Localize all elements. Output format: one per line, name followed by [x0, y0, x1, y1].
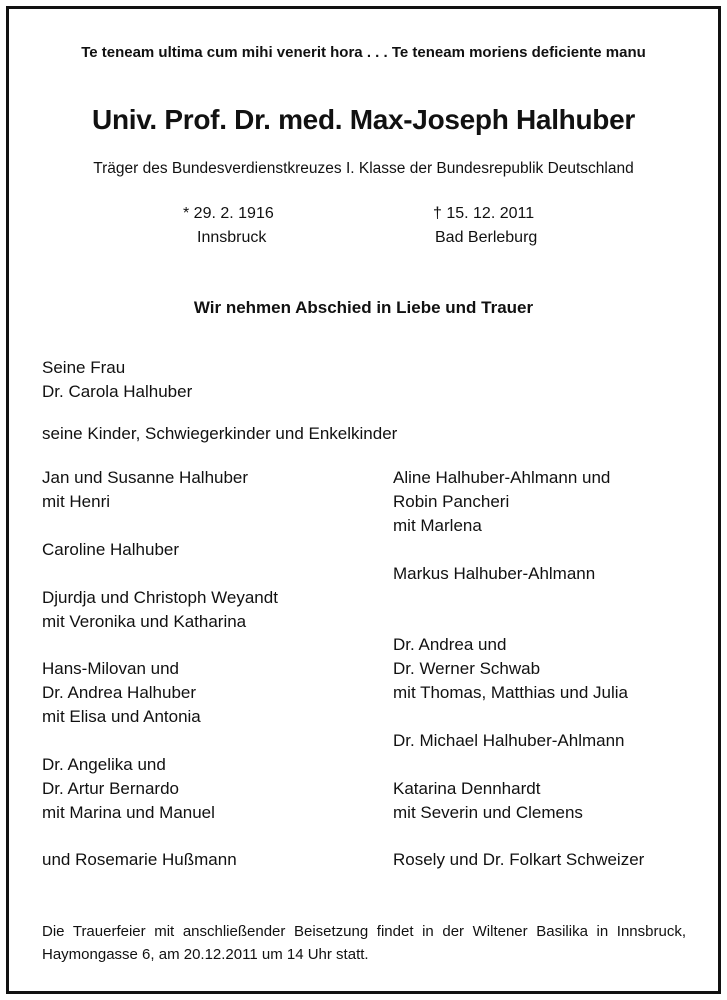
mourner-left: Hans-Milovan und	[42, 659, 180, 678]
mourner-left: Caroline Halhuber	[42, 540, 180, 559]
wife-line-1: Seine Frau	[42, 358, 126, 377]
mourner-right: Aline Halhuber-Ahlmann und	[393, 468, 611, 487]
death-block	[433, 202, 537, 250]
farewell-heading: Wir nehmen Abschied in Liebe und Trauer	[193, 298, 534, 317]
mourner-left: Dr. Artur Bernardo	[42, 779, 180, 798]
border-frame	[6, 6, 721, 994]
mourner-left: Dr. Andrea Halhuber	[42, 683, 197, 702]
mourner-left: Jan und Susanne Halhuber	[42, 468, 249, 487]
latin-motto: Te teneam ultima cum mihi venerit hora . . . Te teneam moriens deficiente manu	[81, 44, 646, 61]
mourner-right: Dr. Michael Halhuber-Ahlmann	[393, 731, 625, 750]
birth-block	[183, 202, 274, 250]
mourner-right: mit Severin und Clemens	[393, 803, 583, 822]
mourner-left: mit Veronika und Katharina	[42, 612, 247, 631]
death-place: Bad Berleburg	[435, 229, 538, 246]
mourner-left: und Rosemarie Hußmann	[42, 850, 237, 869]
birth-date: * 29. 2. 1916	[183, 205, 274, 222]
award-line: Träger des Bundesverdienstkreuzes I. Klasse der Bundesrepublik Deutschland	[93, 160, 634, 177]
birth-place: Innsbruck	[197, 229, 267, 246]
mourner-right: Katarina Dennhardt	[393, 779, 541, 798]
mourner-left: mit Marina und Manuel	[42, 803, 215, 822]
children-heading: seine Kinder, Schwiegerkinder und Enkelkinder	[42, 424, 398, 443]
funeral-notice: Die Trauerfeier mit anschließender Beisetzung findet in der Wiltener Basilika in Innsbruck, Haymongasse 6, am 20.12.2011 um 14 Uhr statt.	[42, 923, 686, 963]
mourner-right: Robin Pancheri	[393, 492, 510, 511]
death-date: † 15. 12. 2011	[433, 205, 535, 222]
mourner-right: Markus Halhuber-Ahlmann	[393, 564, 596, 583]
mourner-right: Rosely und Dr. Folkart Schweizer	[393, 850, 645, 869]
mourner-right: Dr. Andrea und	[393, 635, 507, 654]
wife-line-2: Dr. Carola Halhuber	[42, 382, 193, 401]
mourner-left: Djurdja und Christoph Weyandt	[42, 588, 278, 607]
mourner-right: Dr. Werner Schwab	[393, 659, 541, 678]
mourner-right: mit Thomas, Matthias und Julia	[393, 683, 628, 702]
mourner-left: mit Henri	[42, 492, 111, 511]
mourner-left: Dr. Angelika und	[42, 755, 166, 774]
deceased-name: Univ. Prof. Dr. med. Max-Joseph Halhuber	[92, 104, 635, 135]
mourner-left: mit Elisa und Antonia	[42, 707, 201, 726]
mourner-right: mit Marlena	[393, 516, 482, 535]
